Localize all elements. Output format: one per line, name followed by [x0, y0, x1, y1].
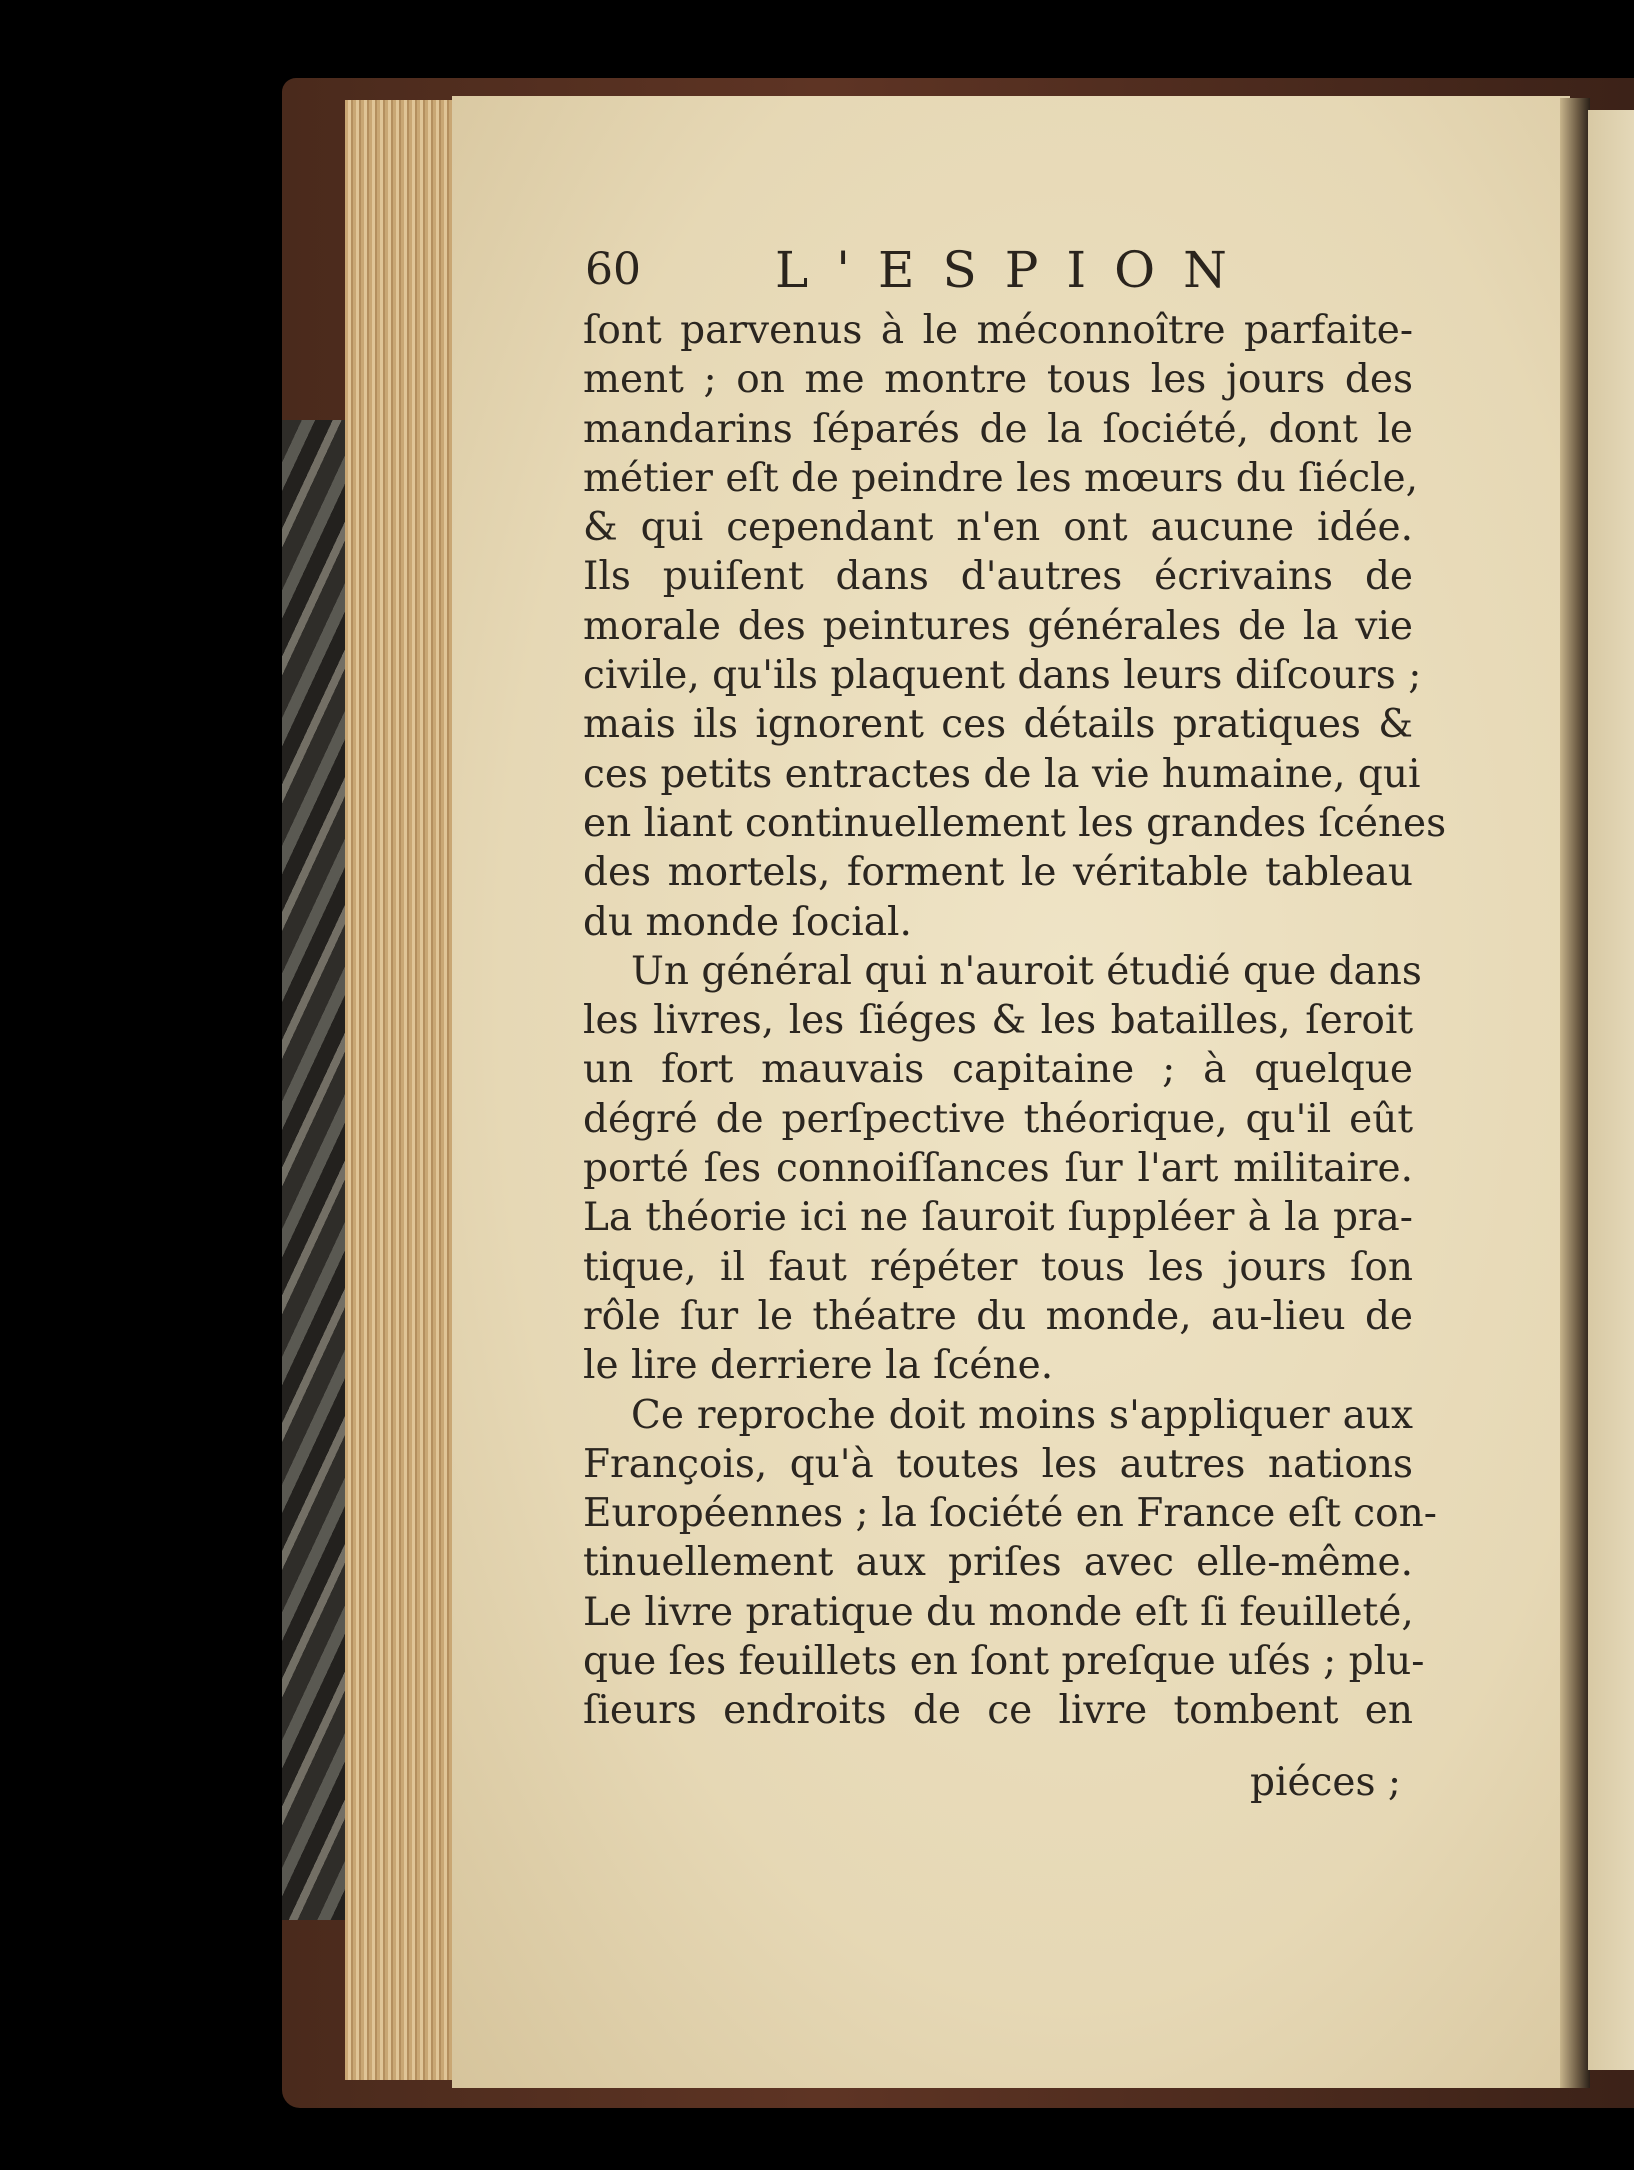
- text-line: le lire derriere la ſcéne.: [583, 1343, 1054, 1389]
- catchword: piéces ;: [1250, 1760, 1401, 1805]
- text-line: ces petits entractes de la vie humaine, qui: [583, 751, 1421, 797]
- text-line: tique, il faut répéter tous les jours ſon: [583, 1244, 1413, 1290]
- running-title: L'ESPION: [775, 241, 1255, 299]
- text-line: un fort mauvais capitaine ; à quelque: [583, 1047, 1413, 1093]
- text-line: Ce reproche doit moins s'appliquer aux: [631, 1392, 1413, 1438]
- text-line: des mortels, forment le véritable tableau: [583, 850, 1413, 896]
- running-head: [585, 240, 1255, 300]
- text-line: François, qu'à toutes les autres nations: [583, 1441, 1413, 1487]
- text-line: La théorie ici ne ſauroit ſuppléer à la pra-: [583, 1195, 1413, 1241]
- text-line: ſieurs endroits de ce livre tombent en: [583, 1688, 1413, 1734]
- text-line: mais ils ignorent ces détails pratiques &: [583, 702, 1413, 748]
- facing-page-edge: [1588, 110, 1634, 2070]
- page-number: 60: [585, 244, 641, 295]
- text-line: Européennes ; la ſociété en France eſt con-: [583, 1491, 1437, 1537]
- text-line: métier eſt de peindre les mœurs du ſiécle,: [583, 455, 1419, 501]
- text-line: que ſes feuillets en ſont preſque uſés ; plu-: [583, 1639, 1425, 1685]
- text-line: Un général qui n'auroit étudié que dans: [631, 948, 1422, 994]
- text-line: morale des peintures générales de la vie: [583, 603, 1413, 649]
- text-line: & qui cependant n'en ont aucune idée.: [583, 505, 1413, 551]
- text-line: rôle ſur le théatre du monde, au-lieu de: [583, 1293, 1413, 1339]
- text-line: du monde ſocial.: [583, 899, 912, 945]
- text-line: mandarins ſéparés de la ſociété, dont le: [583, 406, 1413, 452]
- text-line: civile, qu'ils plaquent dans leurs diſcours ;: [583, 653, 1422, 699]
- book-gutter: [1560, 98, 1590, 2088]
- marbled-endpaper: [282, 420, 354, 1920]
- text-line: en liant continuellement les grandes ſcénes: [583, 800, 1447, 846]
- text-line: ment ; on me montre tous les jours des: [583, 357, 1413, 403]
- page-edges: [345, 100, 455, 2080]
- text-line: ſont parvenus à le méconnoître parfaite-: [583, 308, 1413, 353]
- text-line: porté ſes connoiſſances ſur l'art militaire.: [583, 1146, 1413, 1192]
- text-line: les livres, les ſiéges & les batailles, ſeroit: [583, 998, 1413, 1044]
- text-line: dégré de perſpective théorique, qu'il eût: [583, 1096, 1413, 1142]
- text-line: Ils puiſent dans d'autres écrivains de: [583, 554, 1413, 600]
- text-line: Le livre pratique du monde eſt ſi feuilleté,: [583, 1589, 1414, 1635]
- body-text: [583, 306, 1447, 1736]
- text-line: tinuellement aux priſes avec elle-même.: [583, 1540, 1413, 1586]
